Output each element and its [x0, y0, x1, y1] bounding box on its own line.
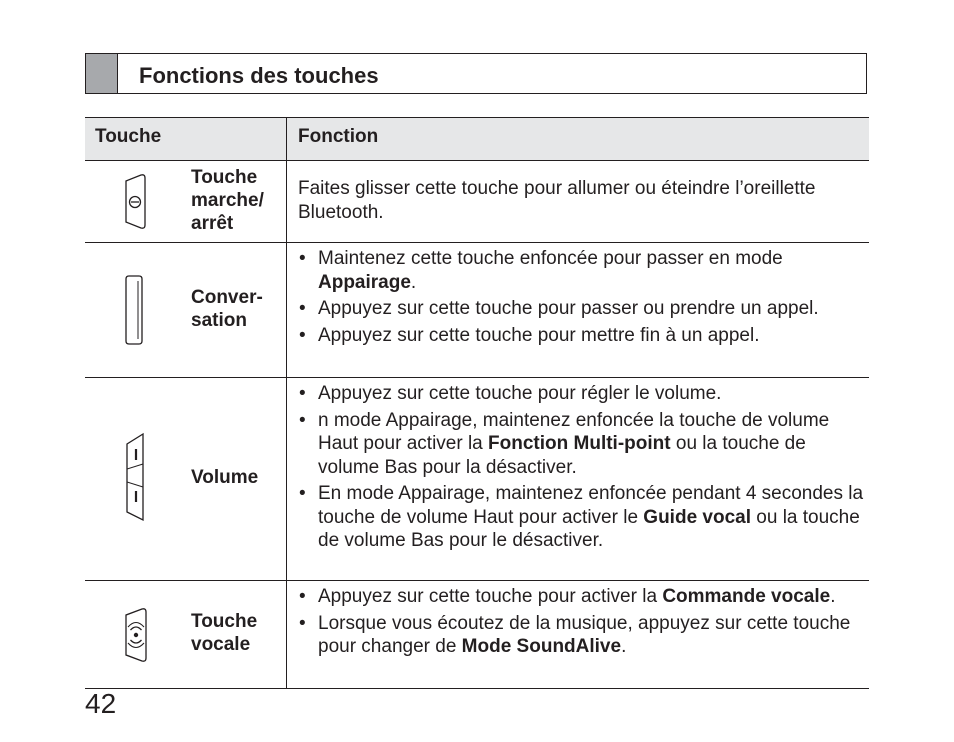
list-item: • Appuyez sur cette touche pour régler le volume. — [298, 382, 869, 406]
key-cell — [85, 243, 287, 377]
function-cell: Faites glisser cette touche pour allumer ou éteindre l’oreillette Bluetooth. — [298, 178, 816, 223]
power-slide-key-icon — [123, 173, 149, 231]
table-header — [85, 118, 869, 161]
voice-key-icon — [123, 607, 149, 663]
bullet-list — [298, 585, 869, 659]
list-item: • Appuyez sur cette touche pour mettre fin à un appel. — [298, 324, 869, 348]
key-label: Conver- sation — [191, 287, 263, 331]
list-item: • Appuyez sur cette touche pour activer la Commande vocale. — [298, 585, 869, 609]
list-item: • En mode Appairage, maintenez enfoncée pendant 4 secondes la touche de volume Haut pour activer le Guide vocal ou la touche de volume Bas pour le désactiver. — [298, 482, 869, 553]
volume-key-icon — [123, 432, 147, 522]
header-key: Touche — [85, 118, 287, 160]
table-row — [85, 581, 869, 689]
key-function-table — [85, 117, 869, 689]
function-cell — [287, 378, 869, 580]
key-cell — [85, 581, 287, 688]
list-item: • Appuyez sur cette touche pour passer ou prendre un appel. — [298, 297, 869, 321]
function-cell — [287, 243, 869, 377]
function-cell — [287, 581, 869, 688]
table-row — [85, 243, 869, 378]
key-label: Volume — [191, 467, 259, 488]
section-marker — [86, 54, 118, 93]
page-number: 42 — [85, 688, 117, 719]
bullet-list — [298, 247, 869, 347]
table-row — [85, 161, 869, 243]
table-row — [85, 378, 869, 581]
key-cell — [85, 161, 287, 242]
call-key-icon — [123, 275, 145, 345]
header-function: Fonction — [298, 126, 379, 147]
section-heading — [85, 53, 867, 94]
key-cell — [85, 378, 287, 580]
list-item: • Maintenez cette touche enfoncée pour passer en mode Appairage. — [298, 247, 869, 294]
section-title: Fonctions des touches — [139, 63, 379, 88]
bullet-list — [298, 382, 869, 553]
list-item: • n mode Appairage, maintenez enfoncée la touche de volume Haut pour activer la Fonction Multi-point ou la touche de volume Bas pour la désactiver. — [298, 409, 869, 480]
list-item: • Lorsque vous écoutez de la musique, appuyez sur cette touche pour changer de Mode SoundAlive. — [298, 612, 869, 659]
key-label: Touche vocale — [191, 611, 258, 655]
key-label: Touche marche/ arrêt — [191, 167, 264, 234]
